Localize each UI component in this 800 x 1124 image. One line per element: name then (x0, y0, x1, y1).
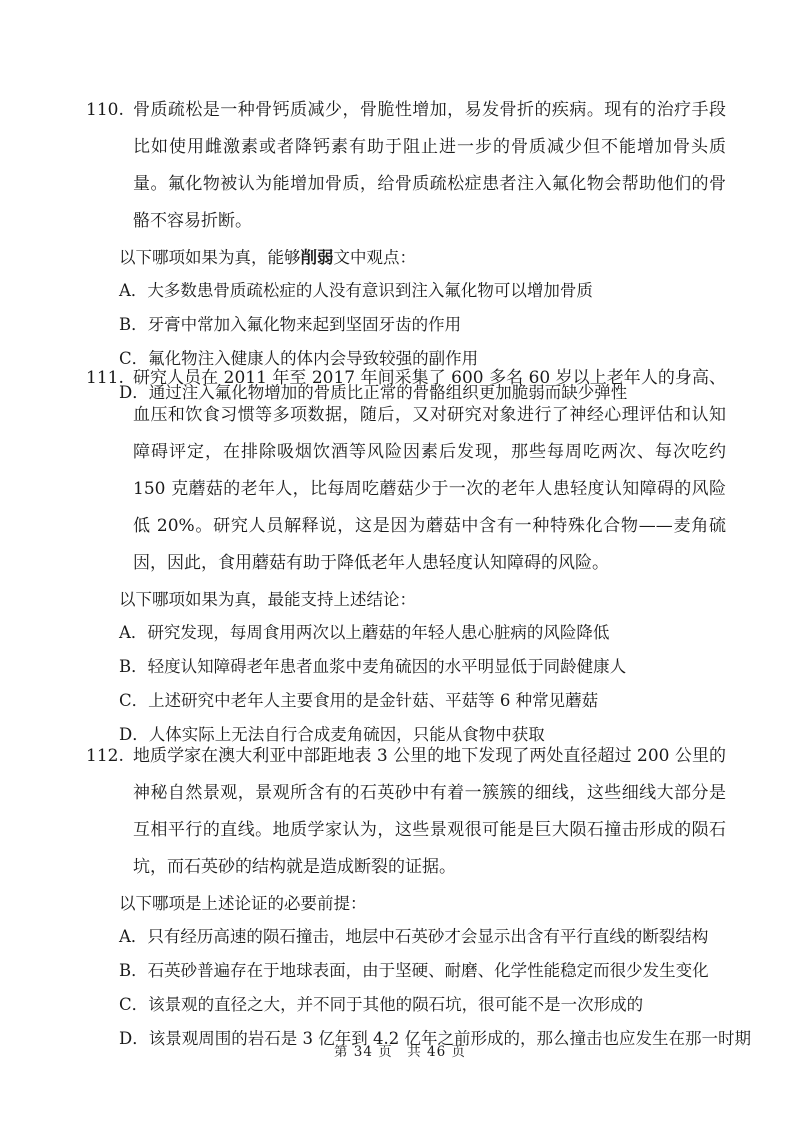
question-stem (86, 738, 726, 886)
question-stem (86, 92, 726, 240)
option-d[interactable]: D．通过注入氟化物增加的骨质比正常的骨骼组织更加脆弱而缺少弹性 (119, 383, 628, 402)
question-prompt (86, 241, 726, 274)
option-d[interactable]: D．该景观周围的岩石是 3 亿年到 4.2 亿年之前形成的，那么撞击也应发生在那一时期 (119, 1029, 751, 1048)
option-a[interactable]: A．大多数患骨质疏松症的人没有意识到注入氟化物可以增加骨质 (119, 281, 593, 300)
page-footer: 第 34 页 共 46 页 (333, 1044, 467, 1060)
question-number: 111. (86, 368, 124, 388)
option-a[interactable]: A．只有经历高速的陨石撞击，地层中石英砂才会显示出含有平行直线的断裂结构 (119, 927, 709, 946)
option-b[interactable]: B．牙膏中常加入氟化物来起到坚固牙齿的作用 (119, 315, 462, 334)
question-prompt: 以下哪项是上述论证的必要前提： (119, 894, 367, 913)
question-112 (86, 738, 751, 1056)
question-number: 110. (86, 100, 124, 120)
question-text: 研究人员在 2011 年至 2017 年间采集了 600 多名 60 岁以上老年人的身高、血压和饮食习惯等多项数据，随后，又对研究对象进行了神经心理评估和认知障碍评定，在排除吸烟饮酒等风险因素后发现，那些每周吃两次、每次吃约 150 克蘑菇的老年人，比每周吃蘑菇少于一次的老年人患轻度认知障碍的风险低 20%。研究人员解释说，这是因为蘑菇中含有一种特殊化合物——麦角硫因，因此，食用蘑菇有助于降低老年人患轻度认知障碍的风险。 (133, 368, 726, 573)
option-d[interactable]: D．人体实际上无法自行合成麦角硫因，只能从食物中获取 (119, 725, 545, 744)
prompt-emphasis: 削弱 (300, 248, 334, 267)
option-c[interactable]: C．氟化物注入健康人的体内会导致较强的副作用 (119, 349, 479, 368)
option-c[interactable]: C．该景观的直径之大，并不同于其他的陨石坑，很可能不是一次形成的 (119, 995, 644, 1014)
question-stem (86, 360, 726, 582)
option-list (86, 920, 751, 1056)
option-list (86, 616, 726, 752)
question-prompt: 以下哪项如果为真，最能支持上述结论： (119, 590, 416, 609)
question-number: 112. (86, 746, 124, 766)
question-text: 骨质疏松是一种骨钙质减少，骨脆性增加，易发骨折的疾病。现有的治疗手段比如使用雌激素或者降钙素有助于阻止进一步的骨质减少但不能增加骨头质量。氟化物被认为能增加骨质，给骨质疏松症患者注入氟化物会帮助他们的骨骼不容易折断。 (133, 100, 726, 231)
prompt-text-before: 以下哪项如果为真，能够 (119, 248, 301, 267)
option-a[interactable]: A．研究发现，每周食用两次以上蘑菇的年轻人患心脏病的风险降低 (119, 623, 610, 642)
option-c[interactable]: C．上述研究中老年人主要食用的是金针菇、平菇等 6 种常见蘑菇 (119, 691, 599, 710)
question-111 (86, 360, 726, 752)
option-b[interactable]: B．轻度认知障碍老年患者血浆中麦角硫因的水平明显低于同龄健康人 (119, 657, 627, 676)
option-b[interactable]: B．石英砂普遍存在于地球表面，由于坚硬、耐磨、化学性能稳定而很少发生变化 (119, 961, 709, 980)
prompt-text-after: 文中观点： (333, 248, 416, 267)
question-text: 地质学家在澳大利亚中部距地表 3 公里的地下发现了两处直径超过 200 公里的神秘自然景观，景观所含有的石英砂中有着一簇簇的细线，这些细线大部分是互相平行的直线。地质学家认为，这些景观很可能是巨大陨石撞击形成的陨石坑，而石英砂的结构就是造成断裂的证据。 (133, 746, 726, 877)
